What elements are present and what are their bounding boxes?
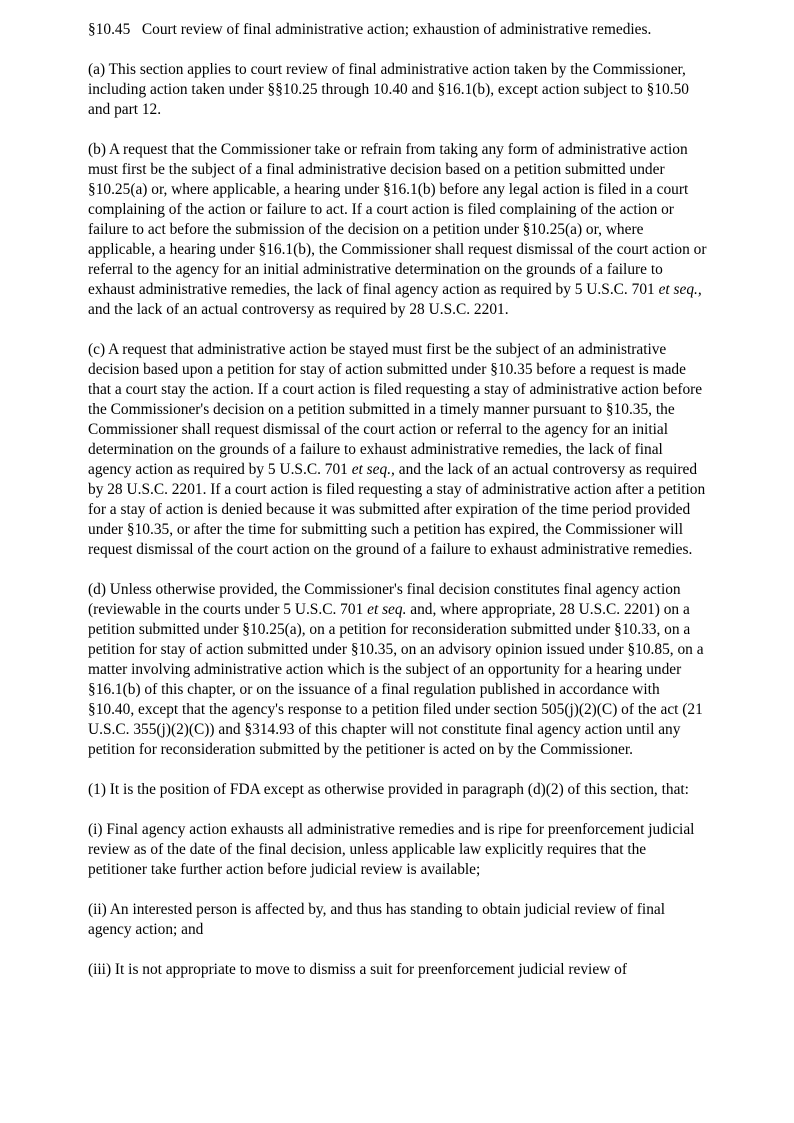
- paragraph-d-1-iii: (iii) It is not appropriate to move to dismiss a suit for preenforcement judicial review of: [88, 961, 627, 978]
- section-heading: [88, 20, 708, 40]
- paragraph-d-italic: et seq.: [367, 601, 407, 618]
- paragraph-c-italic: et seq.,: [351, 461, 395, 478]
- section-title: Court review of final administrative action; exhaustion of administrative remedies.: [141, 21, 652, 38]
- paragraph-d: [88, 580, 708, 760]
- paragraph-d-text-1: (d) Unless otherwise provided, the Commissioner's final decision constitutes final agency action (reviewable in the courts under 5 U.S.C. 701: [88, 581, 681, 618]
- paragraph-b: [88, 140, 708, 320]
- paragraph-d-1-i: (i) Final agency action exhausts all administrative remedies and is ripe for preenforcement judicial review as of the date of the final decision, unless applicable law explicitly requires that the petitioner take further action before judicial review is available;: [88, 821, 695, 878]
- paragraph-a: (a) This section applies to court review of final administrative action taken by the Commissioner, including action taken under §§10.25 through 10.40 and §16.1(b), except action subject to §10.50 and part 12.: [88, 61, 689, 118]
- paragraph-c-text-2: and the lack of an actual controversy as required by 28 U.S.C. 2201. If a court action is filed requesting a stay of administrative action after a petition for a stay of action is denied because it was submitted after expiration of the time period provided under §10.35, or after the time for submitting such a petition has expired, the Commissioner will request dismissal of the court action on the ground of a failure to exhaust administrative remedies.: [88, 461, 706, 558]
- paragraph-b-italic: et seq.,: [658, 281, 702, 298]
- paragraph-c: [88, 340, 708, 560]
- paragraph-d-1-ii: (ii) An interested person is affected by, and thus has standing to obtain judicial review of final agency action; and: [88, 901, 665, 938]
- paragraph-b-text-1: (b) A request that the Commissioner take or refrain from taking any form of administrative action must first be the subject of a final administrative decision based on a petition submitted under §10.25(a) or, where applicable, a hearing under §16.1(b) before any legal action is filed in a court complaining of the action or failure to act. If a court action is filed complaining of the action or failure to act before the submission of the decision on a petition under §10.25(a) or, where applicable, a hearing under §16.1(b), the Commissioner shall request dismissal of the court action or referral to the agency for an initial administrative determination on the grounds of a failure to exhaust administrative remedies, the lack of final agency action as required by 5 U.S.C. 701: [88, 141, 707, 298]
- paragraph-d-1: (1) It is the position of FDA except as otherwise provided in paragraph (d)(2) of this section, that:: [88, 781, 689, 798]
- document-page: [88, 20, 708, 1000]
- paragraph-c-text-1: (c) A request that administrative action be stayed must first be the subject of an administrative decision based upon a petition for stay of action submitted under §10.35 before a request is made that a court stay the action. If a court action is filed requesting a stay of administrative action before the Commissioner's decision on a petition submitted in a timely manner pursuant to §10.35, the Commissioner shall request dismissal of the court action or referral to the agency for an initial determination on the grounds of a failure to exhaust administrative remedies, the lack of final agency action as required by 5 U.S.C. 701: [88, 341, 703, 478]
- paragraph-d-text-2: and, where appropriate, 28 U.S.C. 2201) on a petition submitted under §10.25(a), on a petition for reconsideration submitted under §10.33, on a petition for stay of action submitted under §10.35, on an advisory opinion issued under §10.85, on a matter involving administrative action which is the subject of an opportunity for a hearing under §16.1(b) of this chapter, or on the issuance of a final regulation published in accordance with §10.40, except that the agency's response to a petition filed under section 505(j)(2)(C) of the act (21 U.S.C. 355(j)(2)(C)) and §314.93 of this chapter will not constitute final agency action until any petition for reconsideration submitted by the petitioner is acted on by the Commissioner.: [88, 601, 704, 758]
- section-number: §10.45: [88, 21, 131, 38]
- paragraph-b-text-2: and the lack of an actual controversy as required by 28 U.S.C. 2201.: [88, 301, 509, 318]
